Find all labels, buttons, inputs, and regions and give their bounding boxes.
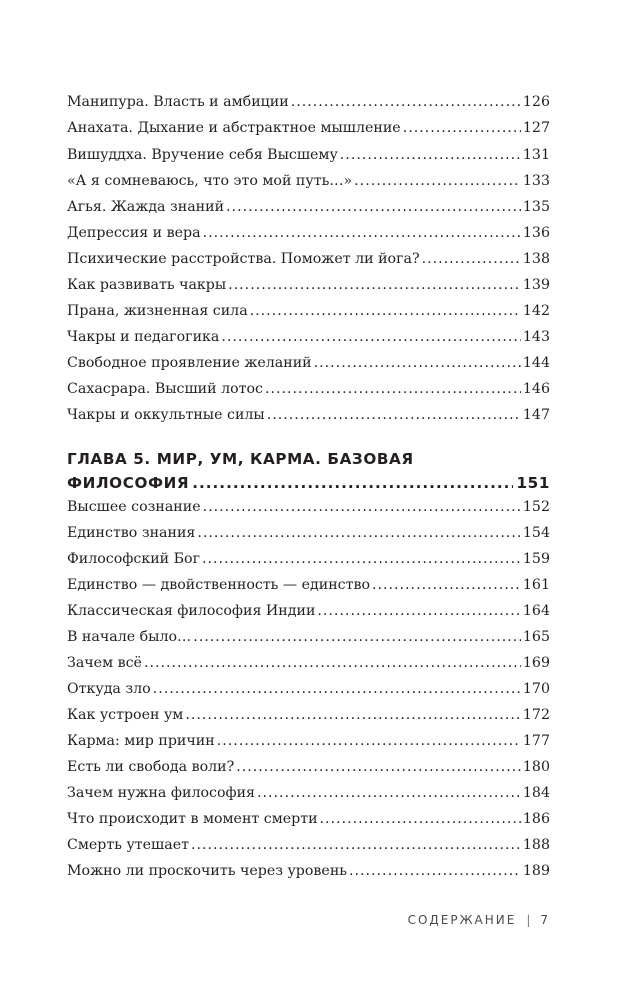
toc-entry-page: 136 <box>522 225 550 241</box>
footer-separator: | <box>526 913 531 927</box>
toc-leader-dots <box>340 145 521 165</box>
toc-entry[interactable] <box>67 171 550 191</box>
toc-entry-page: 154 <box>522 525 550 541</box>
toc-entry-title: Единство — двойственность — единство <box>67 577 370 593</box>
toc-entry-title: Зачем всё <box>67 655 142 671</box>
toc-entry-page: 169 <box>522 655 550 671</box>
toc-entry-title: Агья. Жажда знаний <box>67 199 225 215</box>
toc-entry[interactable] <box>67 249 550 269</box>
toc-leader-dots <box>221 327 521 347</box>
page-footer <box>408 913 550 927</box>
toc-entry-page: 165 <box>522 629 550 645</box>
toc-leader-dots <box>372 575 521 595</box>
toc-leader-dots <box>422 249 521 269</box>
toc-entry[interactable] <box>67 549 550 569</box>
toc-entry[interactable] <box>67 145 550 165</box>
toc-leader-dots <box>257 783 521 803</box>
toc-entry[interactable] <box>67 327 550 347</box>
toc-entry-page: 189 <box>522 863 550 879</box>
toc-entry-page: 142 <box>522 303 550 319</box>
toc-entry-page: 126 <box>522 94 550 110</box>
toc-entry-title: Манипура. Власть и амбиции <box>67 94 289 110</box>
toc-entry-page: 138 <box>522 251 550 267</box>
toc-leader-dots <box>202 549 521 569</box>
chapter-heading[interactable]: ГЛАВА 5. МИР, УМ, КАРМА. БАЗОВАЯ <box>67 450 414 468</box>
toc-entry[interactable] <box>67 809 550 829</box>
toc-entry[interactable] <box>67 223 550 243</box>
toc-entry-title: Чакры и оккультные силы <box>67 407 265 423</box>
toc-entry-page: 184 <box>522 785 550 801</box>
toc-entry-title: Психические расстройства. Поможет ли йога? <box>67 251 420 267</box>
toc-entry[interactable] <box>67 861 550 881</box>
toc-entry-title: Анахата. Дыхание и абстрактное мышление <box>67 120 401 136</box>
toc-entry[interactable] <box>67 92 550 112</box>
toc-entry[interactable] <box>67 405 550 425</box>
running-header-section: СОДЕРЖАНИЕ <box>407 913 517 927</box>
toc-entry-title: Есть ли свобода воли? <box>67 759 235 775</box>
toc-entry-page: 172 <box>522 707 550 723</box>
toc-entry-page: 177 <box>522 733 550 749</box>
toc-entry-title: Вишуддха. Вручение себя Высшему <box>67 147 338 163</box>
toc-entry[interactable] <box>67 301 550 321</box>
toc-entry[interactable] <box>67 575 550 595</box>
toc-leader-dots <box>265 379 521 399</box>
toc-leader-dots <box>144 653 521 673</box>
toc-leader-dots <box>217 731 521 751</box>
toc-entry-page: 159 <box>522 551 550 567</box>
toc-entry-page: 180 <box>522 759 550 775</box>
toc-leader-dots <box>317 601 521 621</box>
toc-entry-title: Как устроен ум <box>67 707 184 723</box>
toc-entry-title: Классическая философия Индии <box>67 603 316 619</box>
toc-entry-title: Прана, жизненная сила <box>67 303 248 319</box>
toc-entry[interactable] <box>67 705 550 725</box>
toc-leader-dots <box>314 353 521 373</box>
chapter-heading-title: ФИЛОСОФИЯ <box>67 474 190 492</box>
toc-entry-title: Философский Бог <box>67 551 201 567</box>
toc-entry[interactable] <box>67 757 550 777</box>
toc-entry-title: Откуда зло <box>67 681 151 697</box>
toc-entry-page: 146 <box>522 381 550 397</box>
chapter-page: 151 <box>516 474 550 492</box>
toc-entry-title: Карма: мир причин <box>67 733 215 749</box>
toc-entry[interactable] <box>67 601 550 621</box>
toc-leader-dots <box>197 523 521 543</box>
toc-entry[interactable] <box>67 353 550 373</box>
toc-entry-page: 135 <box>522 199 550 215</box>
toc-entry[interactable] <box>67 627 550 647</box>
toc-leader-dots <box>403 118 521 138</box>
toc-leader-dots <box>191 835 521 855</box>
toc-leader-dots <box>250 301 521 321</box>
toc-leader-dots <box>228 275 521 295</box>
toc-entry-title: Единство знания <box>67 525 196 541</box>
toc-entry-page: 127 <box>522 120 550 136</box>
toc-entry-page: 147 <box>522 407 550 423</box>
toc-entry[interactable] <box>67 275 550 295</box>
toc-entry-title: Высшее сознание <box>67 499 201 515</box>
toc-leader-dots <box>354 171 521 191</box>
toc-entry-title: «А я сомневаюсь, что это мой путь…» <box>67 173 353 189</box>
toc-entry-title: Как развивать чакры <box>67 277 227 293</box>
toc-leader-dots <box>291 92 521 112</box>
toc-entry-page: 152 <box>522 499 550 515</box>
toc-entry[interactable] <box>67 653 550 673</box>
toc-entry-title: Сахасрара. Высший лотос <box>67 381 263 397</box>
toc-entry-title: Зачем нужна философия <box>67 785 256 801</box>
toc-leader-dots <box>153 679 521 699</box>
toc-entry[interactable] <box>67 523 550 543</box>
toc-entry-title: Чакры и педагогика <box>67 329 220 345</box>
toc-leader-dots <box>349 861 521 881</box>
toc-leader-dots <box>193 627 521 647</box>
toc-entry[interactable] <box>67 197 550 217</box>
page-number: 7 <box>540 913 550 927</box>
toc-leader-dots <box>236 757 521 777</box>
toc-entry-page: 133 <box>522 173 550 189</box>
toc-entry-page: 143 <box>522 329 550 345</box>
toc-leader-dots <box>203 497 521 517</box>
toc-entry-page: 186 <box>522 811 550 827</box>
toc-entry-page: 161 <box>522 577 550 593</box>
toc-entry[interactable] <box>67 835 550 855</box>
toc-entry-page: 139 <box>522 277 550 293</box>
toc-entry-title: Что происходит в момент смерти <box>67 811 318 827</box>
toc-entry[interactable] <box>67 497 550 517</box>
toc-entry[interactable] <box>67 118 550 138</box>
toc-entry[interactable] <box>67 783 550 803</box>
toc-leader-dots <box>267 405 521 425</box>
toc-leader-dots <box>226 197 521 217</box>
toc-leader-dots <box>203 223 521 243</box>
toc-entry-title: В начале было… <box>67 629 192 645</box>
toc-leader-dots <box>320 809 521 829</box>
chapter-heading-continuation[interactable] <box>67 473 550 493</box>
toc-entry-page: 170 <box>522 681 550 697</box>
toc-entry-page: 144 <box>522 355 550 371</box>
toc-entry[interactable] <box>67 679 550 699</box>
toc-entry-title: Смерть утешает <box>67 837 189 853</box>
toc-entry[interactable] <box>67 731 550 751</box>
toc-entry-title: Свободное проявление желаний <box>67 355 312 371</box>
toc-leader-dots <box>192 473 513 493</box>
toc-entry-page: 188 <box>522 837 550 853</box>
toc-leader-dots <box>185 705 521 725</box>
toc-entry[interactable] <box>67 379 550 399</box>
toc-entry-title: Депрессия и вера <box>67 225 201 241</box>
toc-entry-page: 131 <box>522 147 550 163</box>
toc-entry-title: Можно ли проскочить через уровень <box>67 863 347 879</box>
toc-entry-page: 164 <box>522 603 550 619</box>
